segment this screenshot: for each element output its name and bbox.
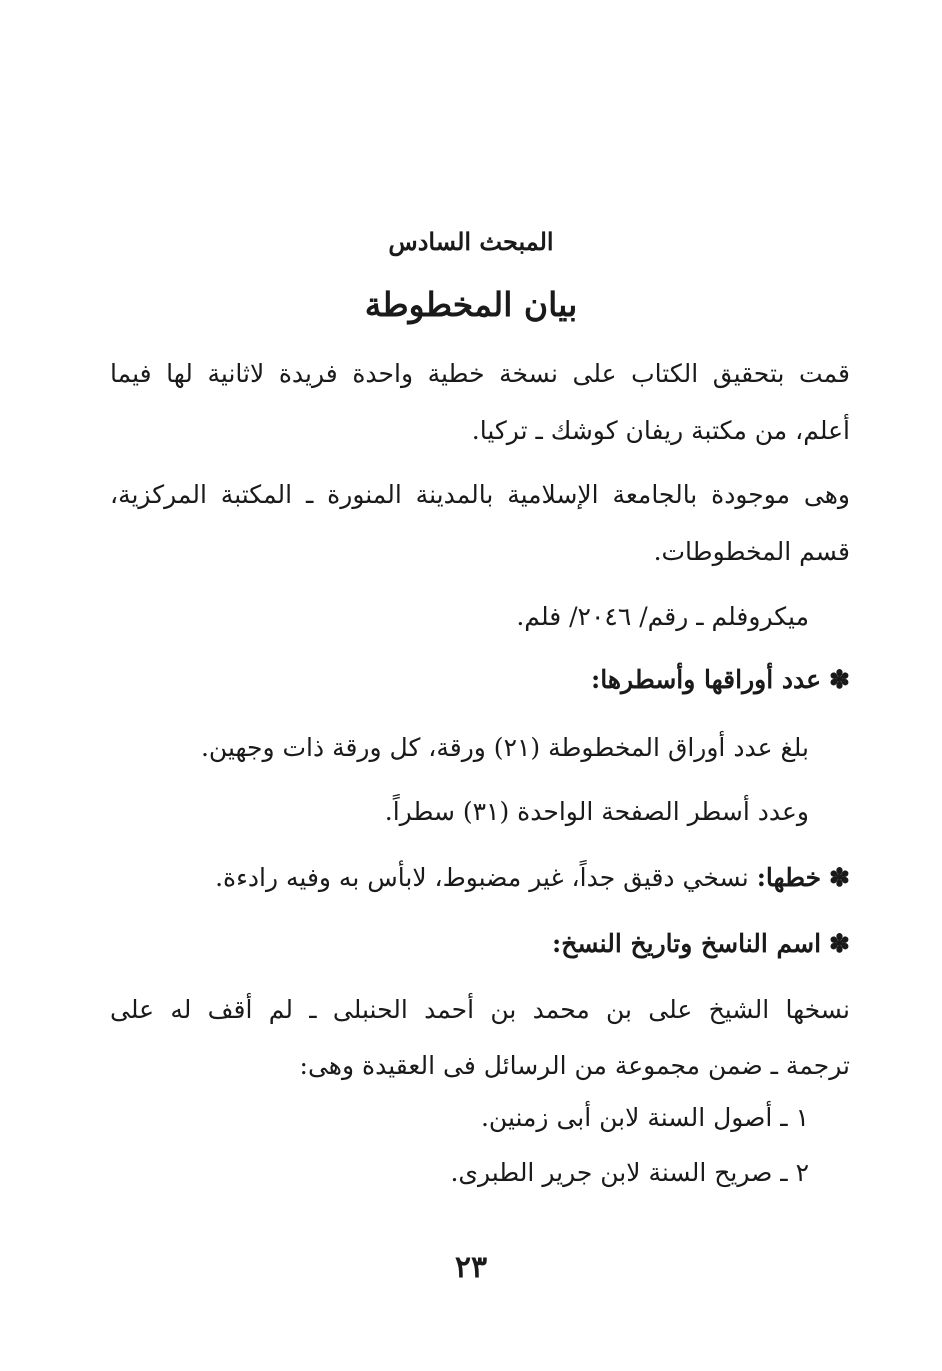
asterisk-bullet-icon: ✽ bbox=[829, 929, 850, 958]
list-item-2: ٢ ـ صريح السنة لابن جرير الطبرى. bbox=[450, 1158, 809, 1187]
copyist-heading bbox=[110, 924, 850, 964]
page-number: ٢٣ bbox=[454, 1250, 488, 1285]
section-label: المبحث السادس bbox=[388, 227, 554, 256]
paragraph-3: ميكروفلم ـ رقم/ ٢٠٤٦/ فلم. bbox=[516, 602, 809, 631]
script-line bbox=[110, 858, 850, 898]
paragraph-2-line-2: قسم المخطوطات. bbox=[653, 537, 850, 566]
leaves-heading-text: عدد أوراقها وأسطرها: bbox=[591, 665, 822, 694]
copyist-heading-text: اسم الناسخ وتاريخ النسخ: bbox=[552, 929, 822, 958]
script-label: خطها: bbox=[756, 863, 822, 892]
paragraph-1-line-1: قمت بتحقيق الكتاب على نسخة خطية واحدة فريدة لاثانية لها فيما bbox=[110, 359, 850, 388]
paragraph-2-line-1: وهى موجودة بالجامعة الإسلامية بالمدينة المنورة ـ المكتبة المركزية، bbox=[110, 480, 850, 509]
asterisk-bullet-icon: ✽ bbox=[829, 665, 850, 694]
asterisk-bullet-icon: ✽ bbox=[829, 863, 850, 892]
script-text: نسخي دقيق جداً، غير مضبوط، لابأس به وفيه رادءة. bbox=[215, 863, 757, 892]
copyist-line-1: نسخها الشيخ على بن محمد بن أحمد الحنبلى ـ لم أقف له على bbox=[110, 995, 850, 1024]
leaves-heading bbox=[110, 660, 850, 700]
list-item-1: ١ ـ أصول السنة لابن أبى زمنين. bbox=[480, 1103, 809, 1132]
page-title: بيان المخطوطة bbox=[364, 285, 578, 324]
lines-count-line: وعدد أسطر الصفحة الواحدة (٣١) سطراً. bbox=[384, 797, 809, 826]
leaves-count-line: بلغ عدد أوراق المخطوطة (٢١) ورقة، كل ورقة ذات وجهين. bbox=[200, 733, 809, 762]
paragraph-1-line-2: أعلم، من مكتبة ريفان كوشك ـ تركيا. bbox=[471, 416, 850, 445]
copyist-line-2: ترجمة ـ ضمن مجموعة من الرسائل فى العقيدة وهى: bbox=[299, 1051, 850, 1080]
